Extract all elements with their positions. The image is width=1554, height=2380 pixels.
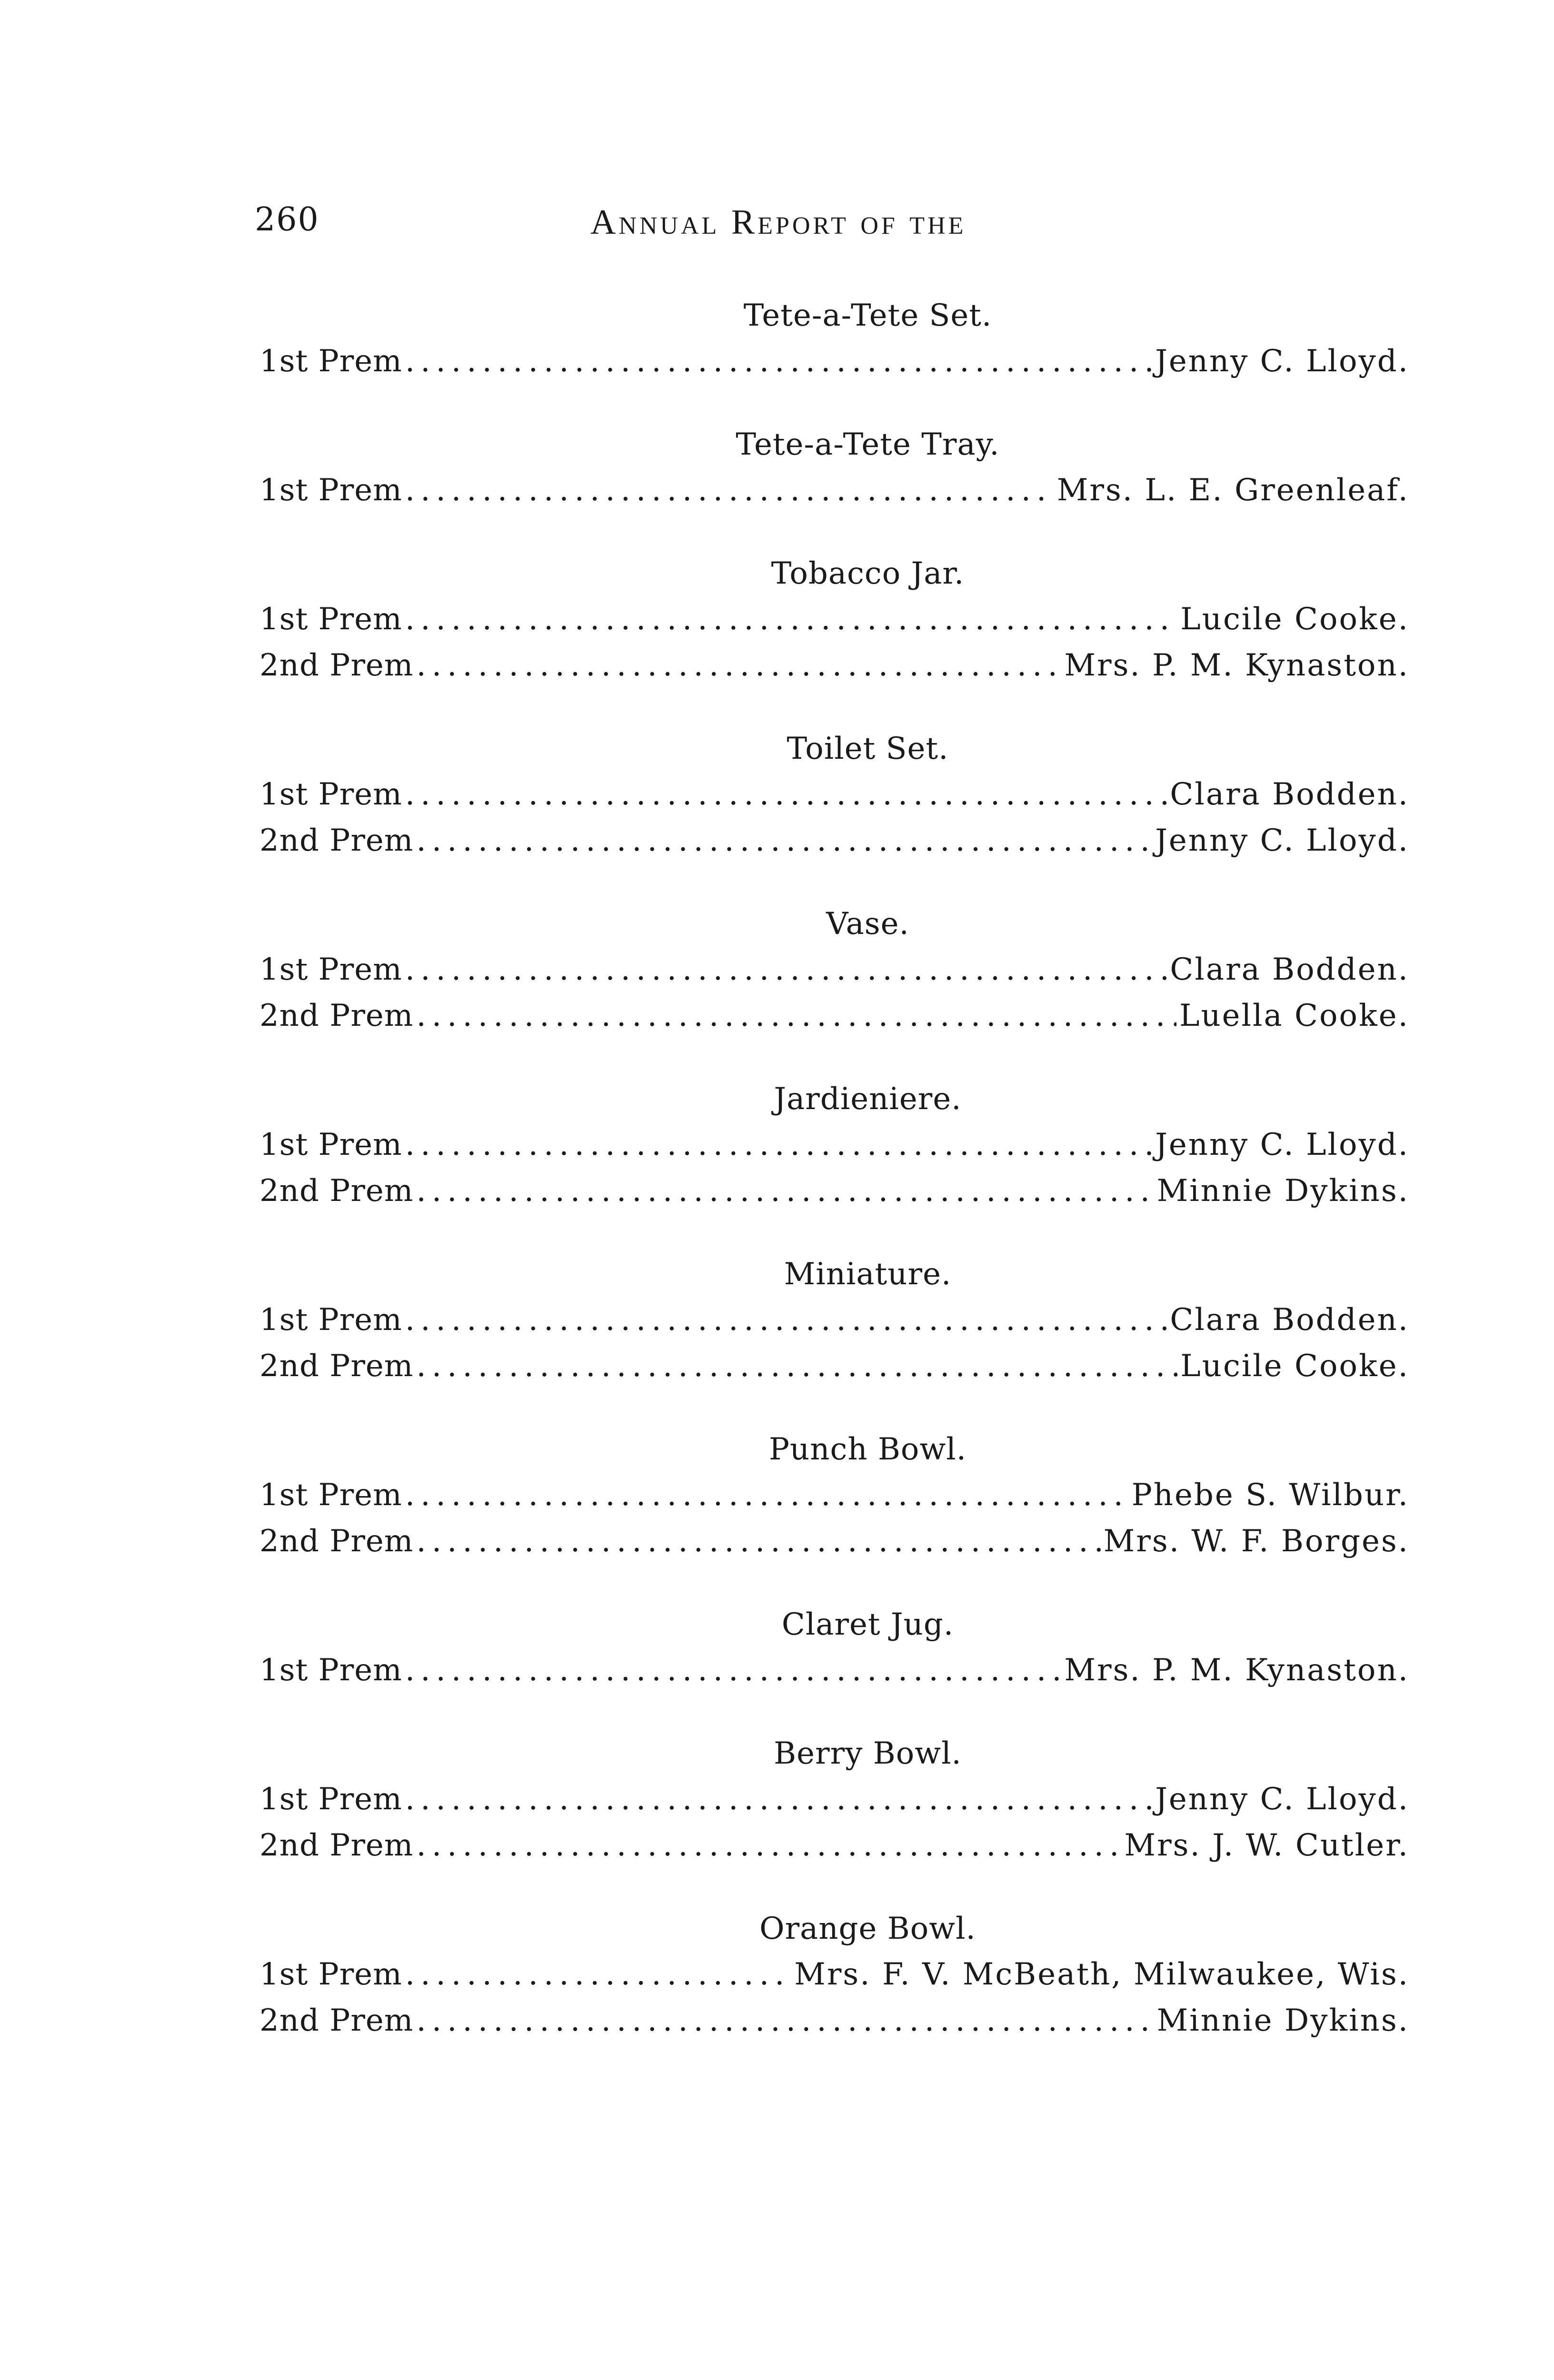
premium-entry [259, 1297, 1409, 1343]
premium-winner: Jenny C. Lloyd. [1155, 1127, 1409, 1162]
premium-entry [259, 1647, 1409, 1694]
premium-winner: Clara Bodden. [1170, 777, 1409, 812]
premium-winner: Mrs. J. W. Cutler. [1124, 1828, 1409, 1863]
dot-leader [405, 467, 1054, 514]
section-title: Berry Bowl. [774, 1736, 962, 1771]
premium-rank: 1st Prem [259, 473, 402, 508]
premium-winner: Minnie Dykins. [1156, 1173, 1409, 1209]
premium-rank: 2nd Prem [259, 1524, 414, 1559]
premium-rank: 2nd Prem [259, 998, 414, 1033]
page-number: 260 [255, 201, 319, 238]
premium-entry [259, 643, 1409, 689]
section-tete-a-tete-set [259, 293, 1409, 385]
premium-winner: Jenny C. Lloyd. [1155, 823, 1409, 858]
premium-rank: 1st Prem [259, 1782, 402, 1817]
dot-leader [405, 596, 1177, 643]
premium-winner: Phebe S. Wilbur. [1131, 1478, 1409, 1513]
dot-leader [416, 1998, 1154, 2044]
dot-leader [405, 1776, 1152, 1823]
premium-winner: Clara Bodden. [1170, 1302, 1409, 1338]
section-title: Tete-a-Tete Tray. [736, 427, 1000, 462]
section-jardieniere [259, 1076, 1409, 1214]
premium-entry [259, 1776, 1409, 1823]
premium-rank: 1st Prem [259, 952, 402, 987]
premium-rank: 1st Prem [259, 1478, 402, 1513]
premium-rank: 2nd Prem [259, 1828, 414, 1863]
premium-rank: 1st Prem [259, 1127, 402, 1162]
premium-winner: Clara Bodden. [1170, 952, 1409, 987]
dot-leader [405, 1472, 1129, 1518]
dot-leader [416, 1343, 1177, 1389]
dot-leader [405, 1122, 1152, 1168]
premium-entry [259, 772, 1409, 818]
premium-entry [259, 467, 1409, 514]
section-title: Tobacco Jar. [771, 556, 965, 591]
premium-winner: Mrs. P. M. Kynaston. [1064, 1653, 1409, 1688]
premium-list [259, 293, 1409, 2081]
premium-winner: Lucile Cooke. [1180, 602, 1409, 637]
section-orange-bowl [259, 1906, 1409, 2044]
dot-leader [416, 993, 1176, 1039]
section-title: Orange Bowl. [759, 1911, 976, 1946]
premium-winner: Mrs. F. V. McBeath, Milwaukee, Wis. [794, 1957, 1409, 1992]
dot-leader [405, 1647, 1062, 1694]
premium-entry [259, 1343, 1409, 1389]
premium-winner: Jenny C. Lloyd. [1155, 344, 1409, 379]
premium-rank: 2nd Prem [259, 1173, 414, 1209]
premium-rank: 1st Prem [259, 1653, 402, 1688]
premium-winner: Minnie Dykins. [1156, 2003, 1409, 2038]
premium-entry [259, 1472, 1409, 1518]
dot-leader [416, 1823, 1121, 1869]
premium-entry [259, 1998, 1409, 2044]
premium-winner: Mrs. L. E. Greenleaf. [1056, 473, 1409, 508]
premium-rank: 1st Prem [259, 602, 402, 637]
section-title: Vase. [826, 906, 909, 942]
premium-rank: 1st Prem [259, 1957, 402, 1992]
section-title: Tete-a-Tete Set. [743, 298, 992, 333]
section-vase [259, 901, 1409, 1039]
section-title: Toilet Set. [787, 731, 949, 766]
section-title: Punch Bowl. [768, 1432, 967, 1467]
section-punch-bowl [259, 1427, 1409, 1565]
premium-rank: 2nd Prem [259, 2003, 414, 2038]
premium-rank: 2nd Prem [259, 648, 414, 683]
premium-entry [259, 1952, 1409, 1998]
running-head: Annual Report of the [590, 203, 966, 242]
premium-entry [259, 1518, 1409, 1565]
premium-rank: 2nd Prem [259, 823, 414, 858]
premium-entry [259, 993, 1409, 1039]
dot-leader [405, 1952, 791, 1998]
section-tobacco-jar [259, 551, 1409, 689]
section-toilet-set [259, 726, 1409, 864]
premium-winner: Luella Cooke. [1179, 998, 1409, 1033]
dot-leader [405, 338, 1152, 385]
section-miniature [259, 1251, 1409, 1389]
premium-entry [259, 947, 1409, 993]
premium-entry [259, 1168, 1409, 1214]
premium-entry [259, 818, 1409, 864]
premium-winner: Mrs. W. F. Borges. [1103, 1524, 1409, 1559]
premium-rank: 1st Prem [259, 1302, 402, 1338]
section-tete-a-tete-tray [259, 422, 1409, 514]
premium-entry [259, 338, 1409, 385]
section-title: Jardieniere. [774, 1081, 962, 1117]
premium-rank: 2nd Prem [259, 1349, 414, 1384]
premium-entry [259, 596, 1409, 643]
dot-leader [405, 947, 1167, 993]
section-claret-jug [259, 1602, 1409, 1694]
dot-leader [416, 643, 1061, 689]
dot-leader [416, 1518, 1100, 1565]
section-title: Claret Jug. [781, 1607, 954, 1642]
section-berry-bowl [259, 1731, 1409, 1869]
premium-winner: Mrs. P. M. Kynaston. [1064, 648, 1409, 683]
premium-rank: 1st Prem [259, 777, 402, 812]
dot-leader [405, 772, 1167, 818]
dot-leader [416, 1168, 1154, 1214]
section-title: Miniature. [784, 1257, 952, 1292]
premium-rank: 1st Prem [259, 344, 402, 379]
premium-entry [259, 1122, 1409, 1168]
premium-winner: Lucile Cooke. [1180, 1349, 1409, 1384]
dot-leader [405, 1297, 1167, 1343]
dot-leader [416, 818, 1152, 864]
premium-winner: Jenny C. Lloyd. [1155, 1782, 1409, 1817]
premium-entry [259, 1823, 1409, 1869]
